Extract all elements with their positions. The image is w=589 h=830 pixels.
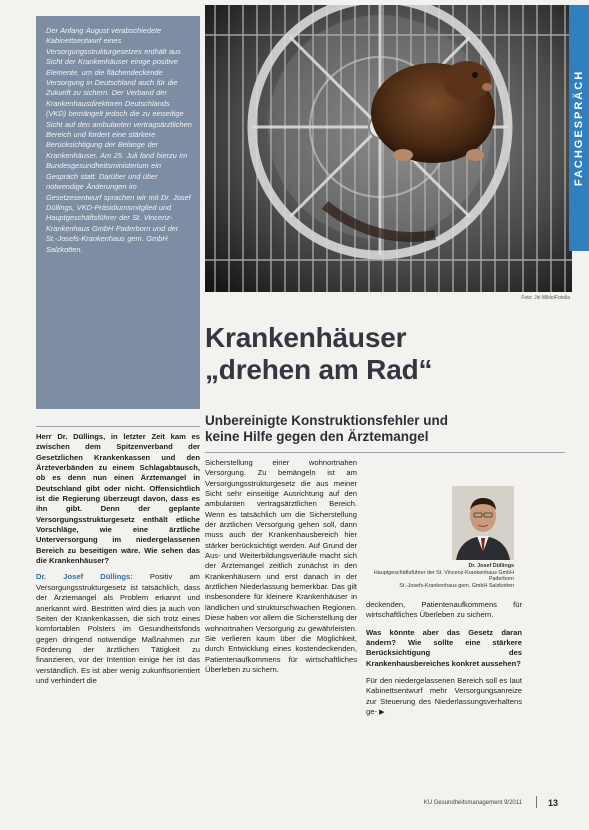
footer-publication: KU Gesundheitsmanagement 9/2011: [423, 800, 522, 806]
subheadline: [205, 413, 545, 445]
headline: [205, 322, 565, 386]
headline-line-2: „drehen am Rad“: [205, 354, 433, 385]
section-tab-label: FACHGESPRÄCH: [573, 69, 585, 187]
photo-credit: Foto: Jiri Miklo/Fotolia: [521, 295, 570, 301]
answer-1-text: Positiv am Versorgungsstrukturgesetz ist tatsächlich, dass der Ärztemangel als Problem erkannt und anerkannt wird. Bestritten wird dies ja auch von Seiten der Krankenkassen, die sich trotz eines komfortablen Polsters im Gesundheitsfonds gegen dringend notwendige Maßnahmen zur Förderung der ärztlichen Tätigkeit zu finanzieren, vor der Intention einige her ist das verständlich. Es ist aber wenig zukunftsorientiert und verhindert die: [36, 572, 200, 685]
divider-left: [36, 426, 200, 427]
speaker-name: Dr. Josef Düllings:: [36, 572, 133, 582]
hamster-wheel-photo: [205, 5, 572, 292]
intro-text: Der Anfang August verabschiedete Kabinettsentwurf eines Versorgungsstrukturgesetzes enthält aus Sicht der Krankenhäuser einige positive Elemente, um die flächendeckende Versorgung in Deutschland auch für die Zukunft zu sichern. Der Verband der Krankenhausdirektoren Deutschlands (VKD) bemängelt jedoch die zu einseitige Sicht auf den ambulanten vertragsärztlichen Bereich und fordert eine stärkere Berücksichtigung der Belange der Krankenhäuser. Am 25. Juli fand hierzu im Bundesgesundheitsministerium ein Gespräch statt. Darüber und über notwendige Änderungen im Gesetzesentwurf sprachen wir mit Dr. Josef Düllings, VKD-Präsidiumsmitglied und Hauptgeschäftsführer der St. Vincenz-Krankenhaus GmbH Paderborn und der St.-Josefs-Krankenhaus gem. GmbH Salzkotten.: [46, 26, 192, 254]
page-number: 13: [548, 798, 559, 808]
answer-2-text: Für den niedergelassenen Bereich soll es laut Kabinettsentwurf mehr Versorgungsanreize zur Steuerung des Niederlassungsverhaltens ge-: [366, 676, 522, 717]
portrait-image: [452, 486, 514, 560]
column-2: [205, 458, 357, 675]
divider-right: [205, 452, 565, 453]
hamster-wheel-illustration: [205, 5, 572, 292]
headline-line-1: Krankenhäuser: [205, 322, 407, 353]
interview-question-2: Was könnte aber das Gesetz daran ändern? Wie sollte eine stärkere Berücksichtigung des Krankenhausbereiches konkret aussehen?: [366, 627, 522, 668]
intro-box: [36, 16, 200, 409]
portrait-caption: [366, 563, 514, 589]
continue-arrow-icon: ▶: [379, 709, 385, 717]
interview-answer-2: [366, 676, 522, 718]
column-1: [36, 432, 200, 686]
section-tab: [569, 5, 589, 251]
subheadline-line-2: keine Hilfe gegen den Ärztemangel: [205, 429, 429, 444]
interview-answer-1: [36, 572, 200, 686]
column-3-answer-continued: deckenden, Patientenaufkommens für wirtschaftliches Überleben zu sichern.: [366, 600, 522, 620]
footer-separator: [536, 796, 537, 808]
interview-question-1: Herr Dr. Düllings, in letzter Zeit kam es zwischen dem Spitzenverband der Gesetzlichen Krankenkassen und den Ärzteverbänden zu einem Schlagabtausch, ob es denn nun einen Ärztemangel in Deutschland gibt oder nicht. Offensichtlich ist die Regierung überzeugt davon, dass es ihn gibt. Denn der geplante Versorgungsstrukturgesetz enthält etliche Vorschläge, wie eine ärztliche Unterversorgung im niedergelassenen Bereich zu beseitigen wäre. Wie sehen das die Krankenhäuser?: [36, 432, 200, 566]
author-portrait: [452, 486, 514, 560]
column-3: [366, 600, 522, 718]
subheadline-line-1: Unbereinigte Konstruktionsfehler und: [205, 413, 449, 428]
caption-role-2: St.-Josefs-Krankenhaus gem. GmbH Salzkotten: [399, 582, 514, 589]
caption-name: Dr. Josef Düllings: [468, 563, 514, 569]
column-2-text: Sicherstellung einer wohnortnahen Versorgung. Zu bemängeln ist am Versorgungsstrukturgesetz die aus meiner Sicht sehr einseitige Ausrichtung auf den ambulanten vertragsärztlichen Bereich. Wenn es tatsächlich um die Sicherstellung der ärztlichen Versorgung gehen soll, dann muss auch der Krankenhausbereich hier stärker berücksichtigt werden. Auf Grund der Aus- und Weiterbildungsverläufe macht sich der Ärztemangel zeitlich zunächst in den Krankenhäusern und erst danach in der ärztlichen Niederlassung bemerkbar. Das gilt insbesondere für kleinere Krankenhäuser in ländlichen und strukturschwachen Regionen. Diese haben vor allem die Sicherstellung der wohnortnahen Versorgung zu gewährleisten. Sie verlieren kaum über die Möglichkeit, durch Entwicklung eines kostendeckenden, Patientenaufkommens für wirtschaftliches Überleben zu sichern.: [205, 458, 357, 674]
caption-role: Hauptgeschäftsführer der St. Vincenz-Krankenhaus GmbH Paderborn: [373, 569, 514, 583]
